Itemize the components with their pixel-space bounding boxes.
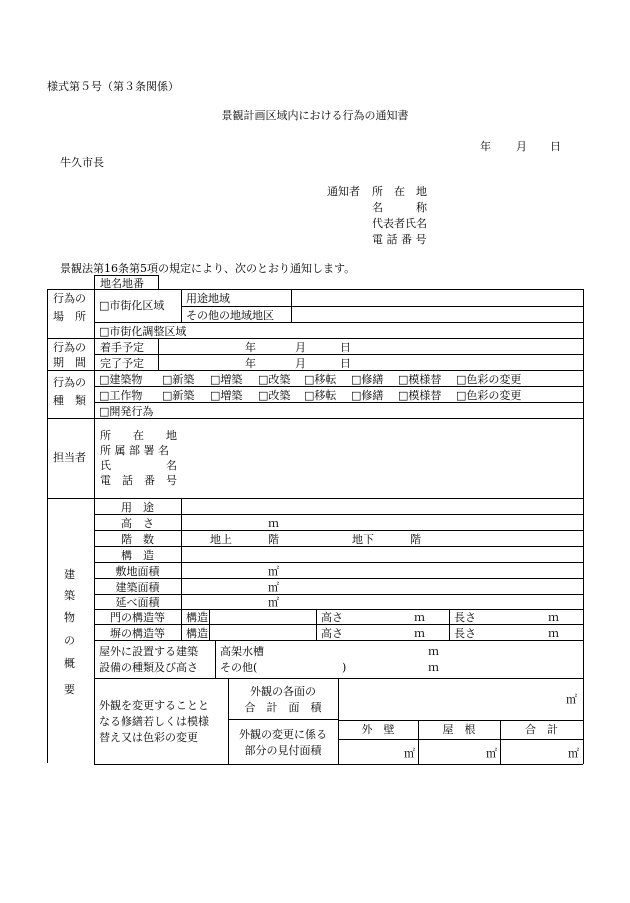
fence-length-unit: ｍ xyxy=(548,627,559,640)
urbanization-area-checkbox[interactable]: □市街化区域 xyxy=(99,299,165,312)
end-date-label: 完了予定 xyxy=(100,357,144,370)
kind-building-repair[interactable]: □修繕 xyxy=(351,373,384,386)
date-month: 月 xyxy=(516,140,527,153)
exterior-change-label-2: なる修繕若しくは模様 xyxy=(99,715,209,728)
below-floor-unit: 階 xyxy=(410,533,421,546)
notifier-label: 通知者 xyxy=(327,185,360,198)
kind-structure-color[interactable]: □色彩の変更 xyxy=(456,389,522,402)
place-label-1: 行為の xyxy=(53,292,86,305)
kind-structure-checkbox[interactable]: □工作物 xyxy=(99,389,143,402)
other-equipment-label: その他( xyxy=(220,661,258,674)
above-ground-label: 地上 xyxy=(210,533,232,546)
kind-structure-remodel[interactable]: □模様替 xyxy=(398,389,442,402)
height-unit: ｍ xyxy=(268,517,279,530)
fence-height-word: 高さ xyxy=(321,627,343,640)
gate-struct-word: 構造 xyxy=(186,611,208,624)
building-label-6: 要 xyxy=(64,683,75,696)
end-day: 日 xyxy=(340,357,351,370)
water-tank-label: 高架水槽 xyxy=(220,645,264,658)
intro-text: 景観法第16条第5項の規定により、次のとおり通知します。 xyxy=(60,262,356,275)
fence-struct-word: 構造 xyxy=(186,627,208,640)
projected-area-label-2: 部分の見付面積 xyxy=(244,744,322,757)
structure-label: 構 造 xyxy=(121,549,154,562)
wall-header: 外 壁 xyxy=(361,723,395,736)
notifier-phone-label: 電 話 番 号 xyxy=(372,233,427,246)
site-area-label: 敷地面積 xyxy=(115,565,160,578)
urbanization-control-checkbox[interactable]: □市街化調整区域 xyxy=(99,325,187,338)
outdoor-equipment-label-2: 設備の種類及び高さ xyxy=(99,661,198,674)
total-area-label-1: 外観の各面の xyxy=(250,685,316,698)
kind-label-2: 種 類 xyxy=(53,394,86,407)
wall-area-unit: ㎡ xyxy=(404,747,415,760)
total-area-label-2: 合 計 面 積 xyxy=(244,701,322,714)
kind-label-1: 行為の xyxy=(53,376,86,389)
building-label-2: 築 xyxy=(64,589,75,602)
lot-number-label: 地名地番 xyxy=(100,277,144,290)
sum-header: 合 計 xyxy=(525,723,558,736)
person-dept-label: 所 属 部 署 名 xyxy=(100,444,169,457)
place-label-2: 場 所 xyxy=(53,310,86,323)
fence-height-unit: ｍ xyxy=(414,627,425,640)
fence-length-word: 長さ xyxy=(454,627,476,640)
kind-building-remodel[interactable]: □模様替 xyxy=(398,373,442,386)
notifier-name-label: 名 称 xyxy=(372,201,427,214)
kind-development-checkbox[interactable]: □開発行為 xyxy=(99,405,154,418)
above-floor-unit: 階 xyxy=(268,533,279,546)
fence-structure-label: 塀の構造等 xyxy=(110,627,165,640)
floor-area-unit: ㎡ xyxy=(268,596,279,609)
exterior-change-label-3: 替え又は色彩の変更 xyxy=(99,731,198,744)
projected-area-label-1: 外観の変更に係る xyxy=(239,728,327,741)
kind-structure-rebuild[interactable]: □改築 xyxy=(258,389,291,402)
end-month: 月 xyxy=(295,357,306,370)
roof-header: 屋 根 xyxy=(442,723,476,736)
period-label-1: 行為の xyxy=(53,341,86,354)
gate-length-word: 長さ xyxy=(454,611,476,624)
building-area-label: 建築面積 xyxy=(115,581,160,594)
sum-area-unit: ㎡ xyxy=(568,747,579,760)
kind-structure-new[interactable]: □新築 xyxy=(162,389,195,402)
water-tank-unit: ｍ xyxy=(428,645,439,658)
person-address-label: 所 在 地 xyxy=(100,429,177,442)
kind-structure-relocation[interactable]: □移転 xyxy=(304,389,337,402)
start-year: 年 xyxy=(245,341,256,354)
gate-length-unit: ｍ xyxy=(548,611,559,624)
building-area-unit: ㎡ xyxy=(268,581,279,594)
use-label: 用 途 xyxy=(121,501,154,514)
form-number: 様式第５号（第３条関係） xyxy=(47,80,179,93)
below-ground-label: 地下 xyxy=(352,533,374,546)
start-date-label: 着手予定 xyxy=(100,341,144,354)
period-label-2: 期 間 xyxy=(53,356,86,369)
person-phone-label: 電 話 番 号 xyxy=(100,474,177,487)
total-area-unit: ㎡ xyxy=(566,693,577,706)
kind-building-extension[interactable]: □増築 xyxy=(210,373,243,386)
floor-area-label: 延べ面積 xyxy=(115,596,160,609)
start-day: 日 xyxy=(340,341,351,354)
kind-building-color[interactable]: □色彩の変更 xyxy=(456,373,522,386)
building-label-5: 概 xyxy=(64,657,75,670)
start-month: 月 xyxy=(295,341,306,354)
kind-structure-repair[interactable]: □修繕 xyxy=(351,389,384,402)
roof-area-unit: ㎡ xyxy=(486,747,497,760)
kind-building-checkbox[interactable]: □建築物 xyxy=(99,373,143,386)
kind-structure-extension[interactable]: □増築 xyxy=(210,389,243,402)
outdoor-equipment-label-1: 屋外に設置する建築 xyxy=(99,645,198,658)
kind-building-relocation[interactable]: □移転 xyxy=(304,373,337,386)
end-year: 年 xyxy=(245,357,256,370)
exterior-change-label-1: 外観を変更することと xyxy=(99,699,209,712)
building-label-1: 建 xyxy=(64,568,75,581)
document-title: 景観計画区域内における行為の通知書 xyxy=(221,109,409,122)
use-district-label: 用途地域 xyxy=(186,292,230,305)
kind-building-rebuild[interactable]: □改築 xyxy=(258,373,291,386)
person-name-label: 氏 名 xyxy=(100,459,177,472)
height-label: 高 さ xyxy=(121,517,154,530)
other-equipment-close: ) xyxy=(342,661,347,674)
gate-height-word: 高さ xyxy=(321,611,343,624)
floors-label: 階 数 xyxy=(121,533,154,546)
building-label-4: の xyxy=(64,634,75,647)
gate-structure-label: 門の構造等 xyxy=(110,611,165,624)
notifier-representative-label: 代表者氏名 xyxy=(372,217,427,230)
kind-building-new[interactable]: □新築 xyxy=(162,373,195,386)
other-district-label: その他の地域地区 xyxy=(186,309,274,322)
building-label-3: 物 xyxy=(64,611,75,624)
notifier-address-label: 所 在 地 xyxy=(372,185,427,198)
gate-height-unit: ｍ xyxy=(414,611,425,624)
person-label: 担当者 xyxy=(53,451,86,464)
date-year: 年 xyxy=(480,140,491,153)
date-day: 日 xyxy=(550,140,561,153)
other-equipment-unit: ｍ xyxy=(428,661,439,674)
addressee: 牛久市長 xyxy=(60,156,104,169)
site-area-unit: ㎡ xyxy=(268,565,279,578)
